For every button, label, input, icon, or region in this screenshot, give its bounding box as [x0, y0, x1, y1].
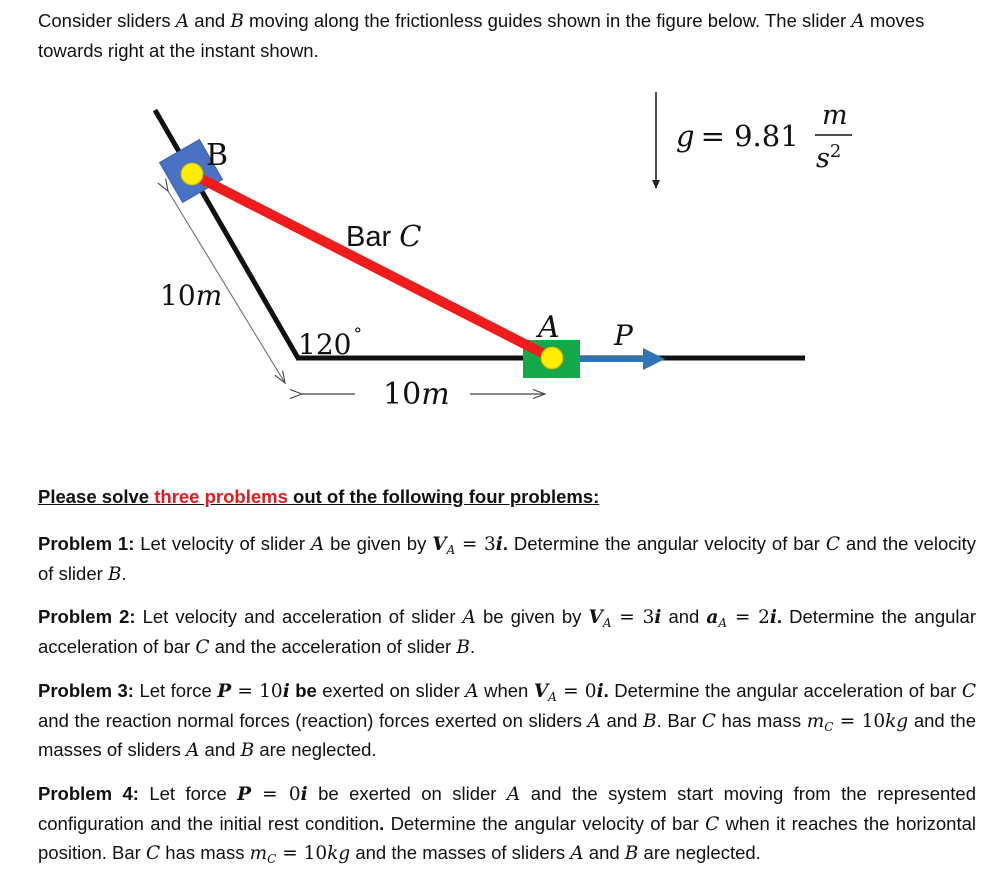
text: and the reaction normal forces (reaction) forces exerted on sliders: [38, 709, 588, 731]
text: be given by: [324, 533, 433, 554]
problem-label: Problem 1:: [38, 533, 135, 554]
equation: = 2: [727, 607, 770, 628]
text: are neglected.: [254, 739, 377, 760]
var: A: [462, 607, 476, 628]
var: m: [806, 710, 825, 732]
text: and: [600, 709, 643, 731]
unit-vector: i: [654, 607, 662, 628]
problem-label: Problem 2:: [38, 606, 136, 627]
text: .: [121, 562, 127, 584]
text: and: [199, 739, 241, 760]
text: Determine the angular velocity of bar: [507, 533, 826, 554]
text: and the masses of sliders: [350, 842, 571, 863]
text: be given by: [475, 606, 589, 627]
unit-vector: i: [769, 607, 777, 628]
equation: = 0: [556, 681, 597, 702]
text: .: [502, 533, 508, 554]
intro-text: moves towards right at the instant shown.: [38, 10, 925, 61]
label-A: A: [538, 310, 560, 345]
problem-1: [38, 530, 976, 589]
var: C: [961, 681, 976, 702]
text: and: [661, 606, 707, 627]
vector: P: [217, 681, 232, 702]
equation: = 0: [250, 784, 301, 805]
label-P: P: [614, 319, 633, 352]
intro-text: Consider sliders: [38, 10, 176, 31]
intro-text: moving along the frictionless guides shown in the figure below. The slider: [243, 10, 852, 31]
text: Determine the angular acceleration of bar: [608, 680, 962, 701]
var-B: B: [230, 11, 244, 32]
text: and the velocity of slider: [38, 533, 976, 584]
subscript: A: [602, 616, 612, 630]
text: when it reaches the horizontal position. Bar: [38, 812, 976, 863]
var: C: [195, 636, 210, 658]
text: be: [289, 680, 317, 701]
var-A: A: [851, 11, 865, 32]
text: exerted on slider: [316, 680, 466, 701]
force-P-arrowhead: [643, 348, 665, 370]
text: .: [469, 635, 476, 657]
equation: = 3: [455, 534, 496, 555]
text: Determine the angular acceleration of bar: [38, 606, 976, 657]
text: be exerted on slider: [307, 783, 507, 804]
unit-vector: i: [596, 681, 604, 702]
var: A: [186, 740, 200, 761]
text: are neglected.: [638, 842, 761, 863]
text: Let force: [133, 680, 218, 701]
text: and the system start moving from the represented configuration and the initial rest condition: [38, 783, 976, 834]
equation: = 10: [833, 710, 886, 732]
unit-vector: i: [300, 784, 308, 805]
vector: P: [237, 784, 251, 805]
gravity-unit-m: m: [822, 100, 848, 131]
problems-heading: [38, 486, 599, 508]
text: when: [478, 680, 534, 701]
var: C: [701, 710, 716, 732]
var: A: [570, 843, 584, 864]
text: .: [379, 812, 385, 834]
gravity-label: g = 9.81: [676, 119, 799, 153]
text: and the acceleration of slider: [209, 635, 457, 657]
heading-text: out of the following four problems:: [287, 486, 600, 507]
unit-vector: i: [282, 681, 290, 702]
vector: a: [706, 607, 719, 628]
problem-4: [38, 780, 976, 869]
label-bar-C: Bar C: [346, 219, 422, 253]
vector: V: [588, 607, 603, 628]
problem-2: [38, 603, 976, 662]
heading-highlight: three problems: [154, 486, 288, 507]
var: B: [456, 636, 470, 658]
heading-text: Please solve: [38, 486, 155, 507]
var: m: [249, 843, 268, 864]
vector: V: [432, 534, 447, 555]
text: Let velocity of slider: [134, 533, 311, 554]
problem-label: Problem 3:: [38, 680, 134, 701]
subscript: C: [267, 852, 277, 866]
equation: = 10: [231, 681, 283, 702]
var: C: [145, 843, 161, 864]
subscript: A: [548, 690, 557, 704]
text: Let velocity and acceleration of slider: [135, 606, 463, 627]
text: Determine the angular velocity of bar: [384, 812, 706, 834]
text: .: [603, 680, 609, 701]
unit-vector: i: [495, 534, 503, 555]
var: B: [624, 843, 639, 864]
var: A: [506, 784, 521, 805]
label-10m-bottom: 10m: [383, 377, 450, 412]
label-angle-120: 120 °: [298, 325, 362, 361]
var: A: [587, 710, 601, 732]
var: C: [705, 813, 720, 835]
text: has mass: [160, 842, 250, 863]
unit: kg: [327, 843, 351, 864]
text: has mass: [715, 709, 807, 731]
gravity-unit-s2: $s^2$: [816, 141, 842, 174]
text: and the masses of sliders: [38, 709, 976, 760]
equation: = 3: [611, 607, 655, 628]
subscript: A: [446, 543, 456, 557]
text: Let force: [138, 783, 238, 804]
var: B: [240, 740, 255, 761]
intro-text: and: [189, 10, 231, 31]
text: and: [583, 842, 625, 863]
unit: kg: [885, 710, 909, 732]
text: . Bar: [656, 709, 702, 731]
subscript: C: [824, 719, 834, 734]
label-10m-incline: 10m: [160, 279, 223, 312]
pin-B: [181, 163, 203, 185]
var-A: A: [175, 11, 190, 32]
problem-3: [38, 677, 976, 766]
var: B: [642, 710, 657, 732]
label-B: B: [206, 138, 229, 173]
var: C: [825, 534, 841, 555]
problem-label: Problem 4:: [38, 783, 139, 804]
var: B: [107, 563, 122, 585]
vector: V: [533, 681, 549, 702]
pin-A: [541, 347, 563, 369]
subscript: A: [718, 616, 728, 630]
var: A: [310, 534, 325, 555]
equation: = 10: [276, 843, 328, 864]
var: A: [465, 681, 479, 702]
text: .: [776, 606, 783, 627]
